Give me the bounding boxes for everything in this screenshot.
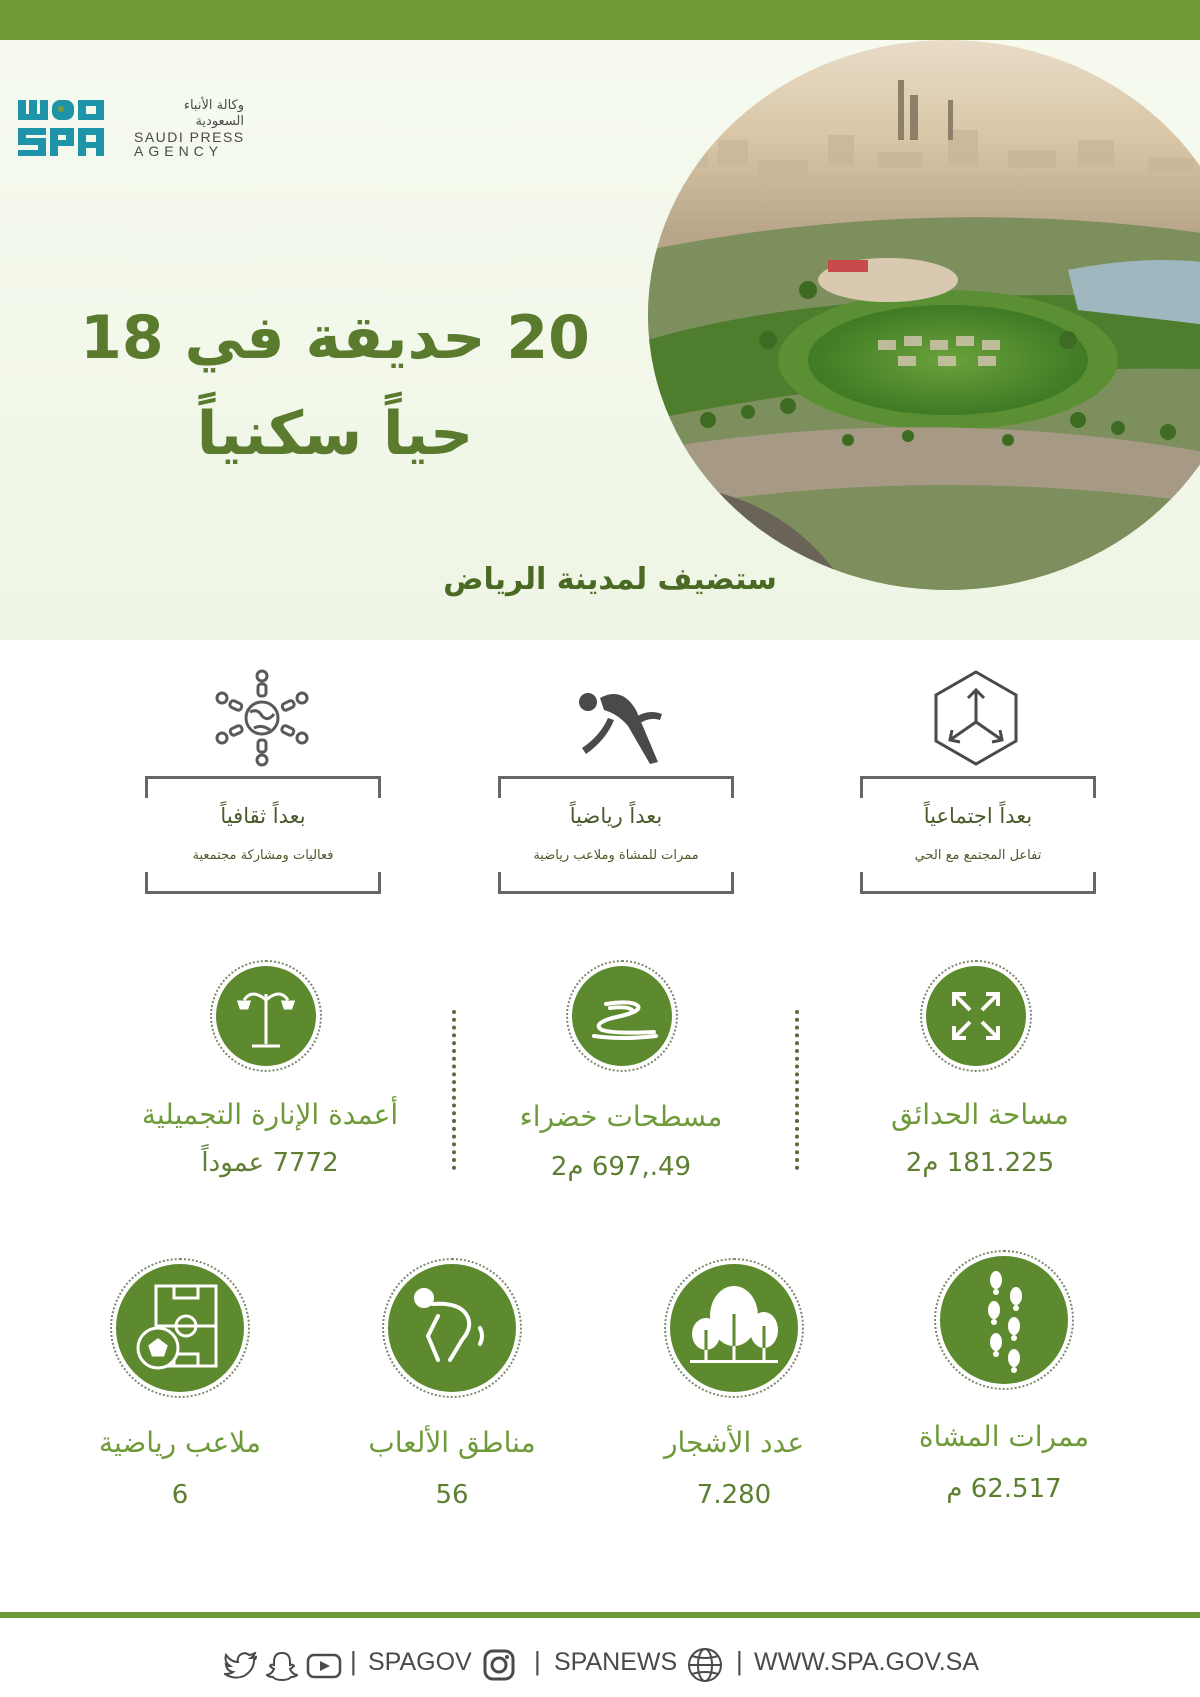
stat-value: 62.517 م (946, 1474, 1062, 1504)
dimension-social (860, 776, 1096, 894)
stat-label: عدد الأشجار (663, 1426, 805, 1459)
dimension-desc: فعاليات ومشاركة مجتمعية (192, 848, 334, 863)
stat-label: ممرات المشاة (918, 1420, 1090, 1453)
slide-play-icon (388, 1264, 516, 1392)
instagram-icon[interactable] (482, 1648, 516, 1682)
park-aerial-photo (648, 40, 1200, 590)
footer-separator: | (534, 1646, 541, 1676)
headline (40, 290, 630, 482)
stat-value: 56 (435, 1480, 469, 1510)
logo-english-line2: AGENCY (134, 143, 224, 159)
logo-arabic-line2: السعودية (195, 114, 244, 129)
youtube-icon[interactable] (306, 1652, 342, 1680)
headline-line2: حياً سكنياً (196, 399, 474, 469)
logo-arabic-line1: وكالة الأنباء (183, 98, 244, 113)
football-field-icon (116, 1264, 244, 1392)
green-path-icon (572, 966, 672, 1066)
separator (452, 1010, 456, 1170)
dimension-title: بعداً اجتماعياً (923, 804, 1033, 828)
footer-news[interactable]: SPANEWS (554, 1648, 678, 1676)
footer (0, 1640, 1200, 1690)
dimension-desc: تفاعل المجتمع مع الحي (914, 848, 1042, 863)
stat-label: مساحة الحدائق (891, 1098, 1069, 1131)
dimension-desc: ممرات للمشاة وملاعب رياضية (533, 848, 699, 863)
stat-value: 7772 عموداً (201, 1148, 339, 1178)
hero-section (0, 40, 1200, 640)
spa-logo (18, 96, 245, 162)
footprints-icon (940, 1256, 1068, 1384)
logo-english-line1: SAUDI PRESS (134, 129, 245, 145)
stat-value: 181.225 م2 (905, 1148, 1055, 1178)
stat-label: مسطحات خضراء (519, 1100, 723, 1133)
runner-icon (570, 680, 670, 780)
footer-handle[interactable]: SPAGOV (368, 1648, 472, 1676)
dimension-title: بعداً رياضياً (569, 804, 663, 828)
top-bar (0, 0, 1200, 40)
stat-label: أعمدة الإنارة التجميلية (141, 1098, 399, 1131)
stat-value: 6 (171, 1480, 189, 1510)
snapchat-icon[interactable] (266, 1650, 298, 1682)
footer-separator: | (350, 1646, 357, 1676)
footer-website[interactable]: WWW.SPA.GOV.SA (754, 1648, 980, 1676)
twitter-icon[interactable] (224, 1652, 258, 1680)
stat-value: 7.280 (696, 1480, 772, 1510)
footer-divider (0, 1612, 1200, 1618)
trees-icon (670, 1264, 798, 1392)
footer-separator: | (736, 1646, 743, 1676)
stat-label: ملاعب رياضية (99, 1426, 261, 1459)
hexagon-arrows-icon (926, 668, 1026, 768)
community-globe-icon (212, 668, 312, 768)
expand-arrows-icon (926, 966, 1026, 1066)
headline-line1: 20 حديقة في 18 (80, 303, 590, 373)
street-lamp-icon (216, 966, 316, 1066)
dimension-cultural (145, 776, 381, 894)
stat-value: 49.,697 م2 (550, 1152, 692, 1182)
subheadline: ستضيف لمدينة الرياض (443, 562, 777, 597)
dimension-sport (498, 776, 734, 894)
separator (795, 1010, 799, 1170)
globe-icon (686, 1646, 724, 1684)
spa-logo-mark-icon (18, 96, 110, 158)
stat-label: مناطق الألعاب (368, 1426, 536, 1459)
dimension-title: بعداً ثقافياً (220, 804, 306, 828)
